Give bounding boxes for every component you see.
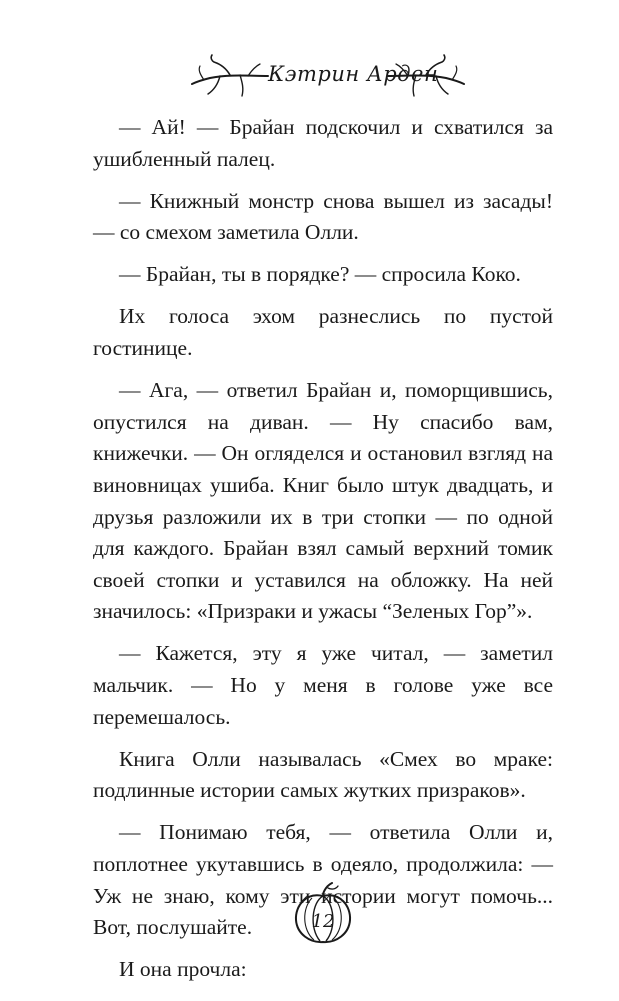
paragraph: И она прочла: — [119, 957, 247, 982]
paragraph: Их голоса эхом разнеслись по пустой гостинице. — [93, 304, 553, 361]
body-text — [93, 112, 553, 996]
paragraph: — Понимаю тебя, — ответила Олли и, поплотнее укутавшись в одеяло, продолжила: — Уж не знаю, кому эти истории могут помочь... Вот, послушайте. — [93, 820, 553, 940]
author-name: Кэтрин Арден — [268, 62, 439, 86]
page-number: 12 — [311, 911, 335, 932]
paragraph: — Ага, — ответил Брайан и, поморщившись, опустился на диван. — Ну спасибо вам, книжечки. — Он огляделся и остановил взгляд на виновницах ушиба. Книг было штук двадцать, и друзья разложили их в три стопки — по одной для каждого. Брайан взял самый верхний томик своей стопки и уставился на обложку. На ней значилось: «Призраки и ужасы “Зеленых Гор”». — [93, 378, 553, 624]
branch-icon — [386, 52, 466, 100]
paragraph: — Ай! — Брайан подскочил и схватился за ушибленный палец. — [93, 115, 553, 171]
branch-icon — [190, 52, 270, 100]
paragraph: — Книжный монстр снова вышел из засады! — со смехом заметила Олли. — [93, 188, 553, 245]
page-footer — [0, 880, 619, 950]
running-header — [0, 52, 619, 102]
paragraph: — Брайан, ты в порядке? — спросила Коко. — [119, 262, 521, 287]
paragraph: — Кажется, эту я уже читал, — заметил мальчик. — Но у меня в голове уже все перемешалось. — [93, 641, 553, 729]
paragraph: Книга Олли называлась «Смех во мраке: подлинные истории самых жутких призраков». — [93, 746, 553, 803]
